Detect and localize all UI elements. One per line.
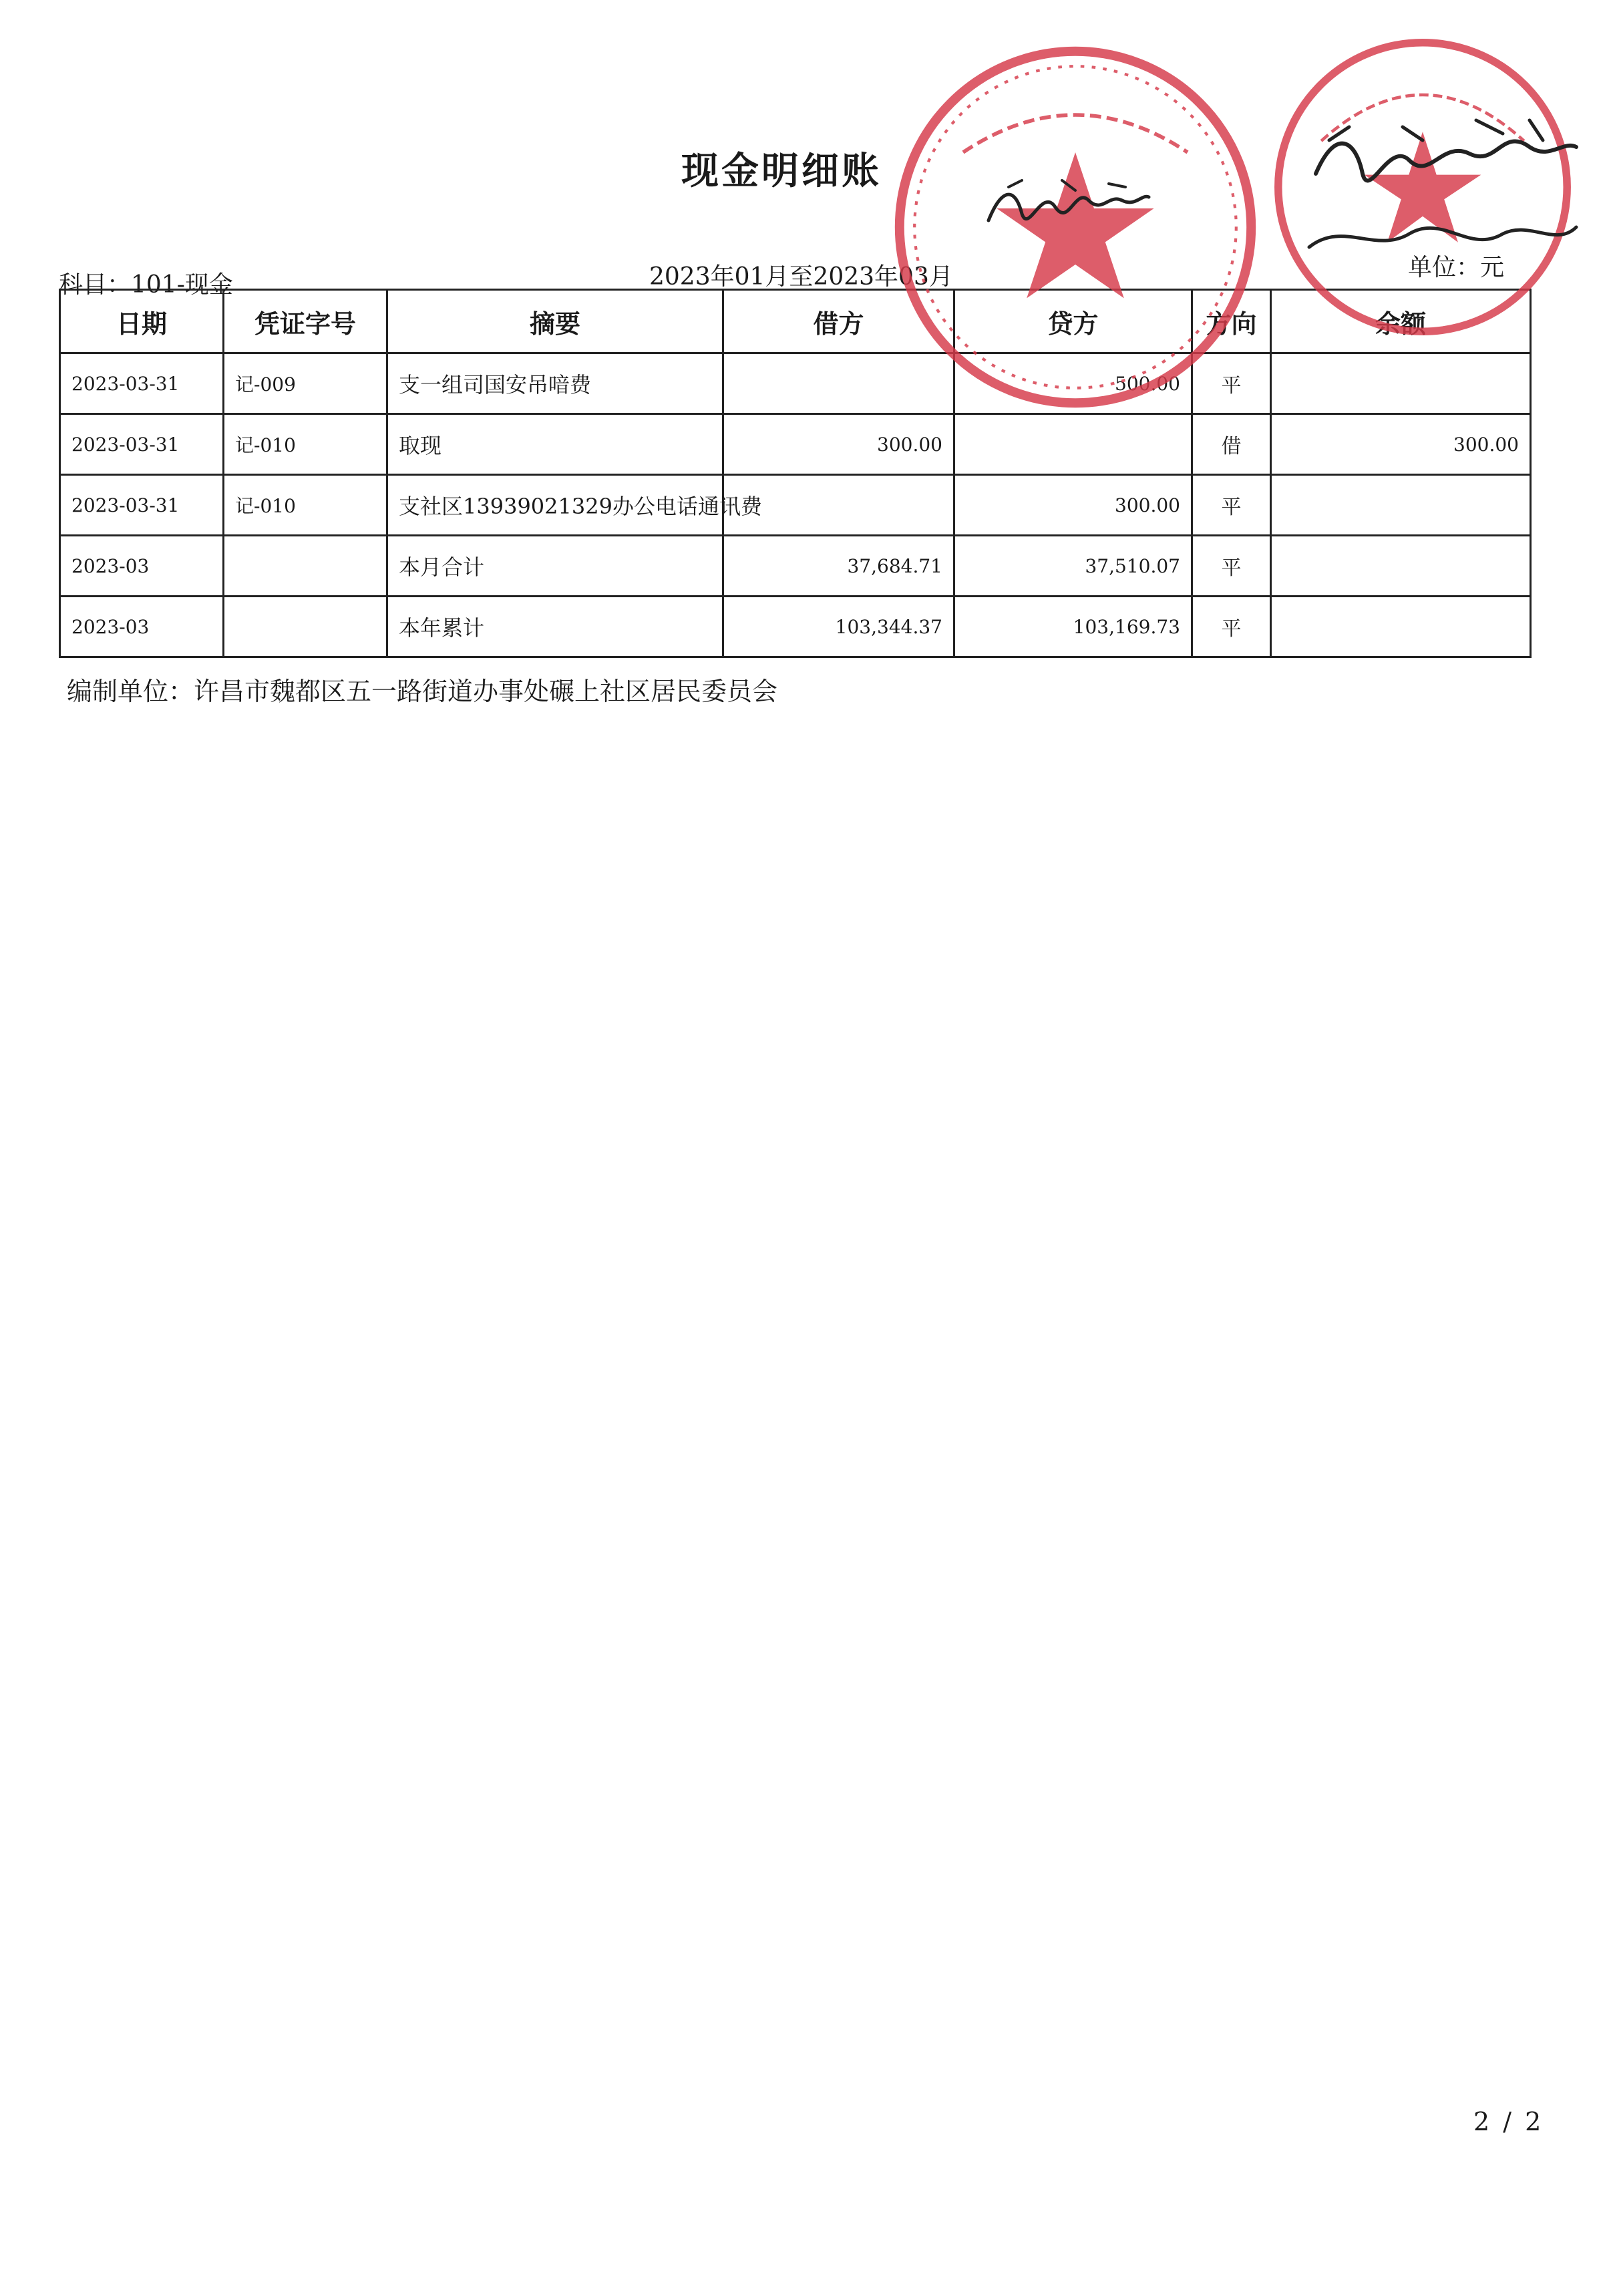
cell-date: 2023-03 xyxy=(60,536,224,597)
cell-voucher xyxy=(224,597,387,657)
cell-date: 2023-03-31 xyxy=(60,353,224,414)
cell-debit: 103,344.37 xyxy=(723,597,954,657)
cell-summary: 支一组司国安吊喑费 xyxy=(387,353,723,414)
cell-credit xyxy=(954,414,1192,475)
cell-balance xyxy=(1271,475,1531,536)
cell-balance: 300.00 xyxy=(1271,414,1531,475)
cell-credit: 300.00 xyxy=(954,475,1192,536)
cell-credit: 103,169.73 xyxy=(954,597,1192,657)
header-balance: 余额 xyxy=(1271,290,1531,353)
cell-balance xyxy=(1271,353,1531,414)
page-number: 2 / 2 xyxy=(1473,2107,1544,2136)
header-date: 日期 xyxy=(60,290,224,353)
table-row xyxy=(60,597,1531,657)
cell-date: 2023-03-31 xyxy=(60,475,224,536)
cell-date: 2023-03 xyxy=(60,597,224,657)
header-credit: 贷方 xyxy=(954,290,1192,353)
cell-debit: 37,684.71 xyxy=(723,536,954,597)
star-icon xyxy=(1365,132,1481,242)
table-row xyxy=(60,353,1531,414)
table-row xyxy=(60,414,1531,475)
star-icon xyxy=(997,152,1153,298)
prepared-by: 编制单位：许昌市魏都区五一路街道办事处碾上社区居民委员会 xyxy=(67,677,778,706)
cell-date: 2023-03-31 xyxy=(60,414,224,475)
ledger-table xyxy=(59,289,1532,658)
cell-summary: 本年累计 xyxy=(387,597,723,657)
cell-balance xyxy=(1271,597,1531,657)
cell-direction: 平 xyxy=(1192,536,1271,597)
cell-credit: 500.00 xyxy=(954,353,1192,414)
cell-voucher: 记-010 xyxy=(224,475,387,536)
cell-direction: 平 xyxy=(1192,597,1271,657)
header-summary: 摘要 xyxy=(387,290,723,353)
cell-voucher: 记-009 xyxy=(224,353,387,414)
cell-summary: 本月合计 xyxy=(387,536,723,597)
table-row xyxy=(60,536,1531,597)
table-row xyxy=(60,475,1531,536)
cell-direction: 平 xyxy=(1192,475,1271,536)
period-range: 2023年01月至2023年03月 xyxy=(649,263,953,291)
cell-direction: 借 xyxy=(1192,414,1271,475)
account-subject: 科目：101-现金 xyxy=(59,271,233,299)
header-direction: 方向 xyxy=(1192,290,1271,353)
cell-direction: 平 xyxy=(1192,353,1271,414)
currency-unit: 单位：元 xyxy=(1408,254,1505,281)
cell-summary: 取现 xyxy=(387,414,723,475)
document-title: 现金明细账 xyxy=(681,149,882,193)
community-committee-stamp xyxy=(888,40,1262,414)
supervision-committee-stamp xyxy=(1269,33,1576,341)
cell-summary: 支社区13939021329办公电话通讯费 xyxy=(387,475,723,536)
header-debit: 借方 xyxy=(723,290,954,353)
cell-voucher xyxy=(224,536,387,597)
header-voucher: 凭证字号 xyxy=(224,290,387,353)
cell-debit: 300.00 xyxy=(723,414,954,475)
cell-balance xyxy=(1271,536,1531,597)
cell-voucher: 记-010 xyxy=(224,414,387,475)
cell-credit: 37,510.07 xyxy=(954,536,1192,597)
